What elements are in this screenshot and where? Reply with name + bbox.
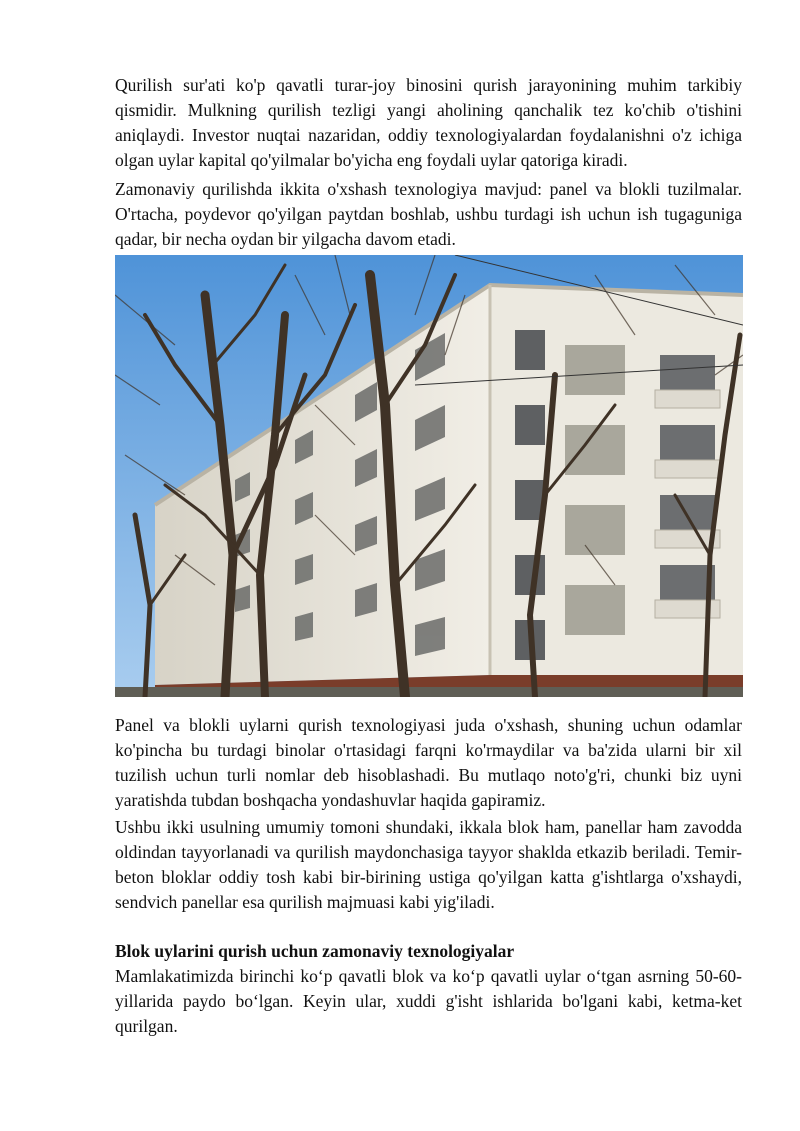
paragraph-construction-speed: Qurilish sur'ati ko'p qavatli turar-joy binosini qurish jarayonining muhim tarkibiy qismidir. Mulkning qurilish tezligi yangi aholining qanchalik tez ko'chib o'tishini aniqlaydi. Investor nuqtai nazaridan, oddiy texnologiyalardan foydalanishni o'z ichiga olgan uylar kapital qo'yilmalar bo'yicha eng foydali uylar qatoriga kiradi. bbox=[115, 75, 742, 170]
section-heading-block-technologies: Blok uylarini qurish uchun zamonaviy texnologiyalar bbox=[115, 941, 515, 961]
paragraph-history: Mamlakatimizda birinchi ko‘p qavatli blok va ko‘p qavatli uylar o‘tgan asrning 50-60-yillarida paydo bo‘lgan. Keyin ular, xuddi g'isht ishlarida bo'lgani kabi, ketma-ket qurilgan. bbox=[115, 966, 742, 1036]
paragraph-panel-vs-block: Panel va blokli uylarni qurish texnologiyasi juda o'xshash, shuning uchun odamlar ko'pincha bu turdagi binolar o'rtasidagi farqni ko'rmaydilar va ba'zida ularni bir xil tuzilish uchun turli nomlar deb hisoblashadi. Bu mutlaqo noto'g'ri, chunki biz uyni yaratishda tubdan boshqacha yondashuvlar haqida gapiramiz. bbox=[115, 715, 742, 810]
apartment-building-photo bbox=[115, 255, 743, 697]
paragraph-two-technologies: Zamonaviy qurilishda ikkita o'xshash texnologiya mavjud: panel va blokli tuzilmalar. O'rtacha, poydevor qo'yilgan paytdan boshlab, ushbu turdagi ish uchun ish tugaguniga qadar, bir necha oydan bir yilgacha davom etadi. bbox=[115, 179, 742, 249]
paragraph-common-aspects: Ushbu ikki usulning umumiy tomoni shundaki, ikkala blok ham, panellar ham zavodda oldindan tayyorlanadi va qurilish maydonchasiga tayyor shaklda etkazib beriladi. Temir-beton bloklar oddiy tosh kabi bir-birining ustiga qo'yilgan katta g'ishtlarga o'xshaydi, sendvich panellar esa qurilish majmuasi kabi yig'iladi. bbox=[115, 817, 742, 912]
